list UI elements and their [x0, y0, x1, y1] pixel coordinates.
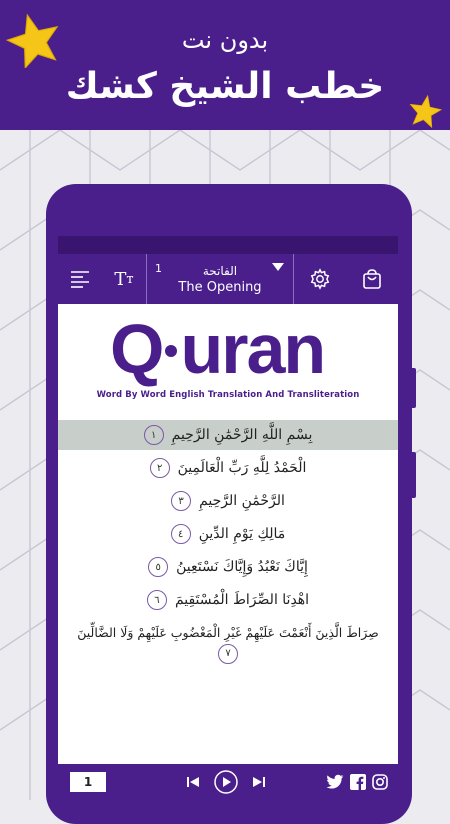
status-bar: [58, 236, 398, 254]
verse-number: ٥: [148, 557, 168, 577]
promo-banner: [0, 0, 450, 130]
verse-text: اهْدِنَا الصِّرَاطَ الْمُسْتَقِيمَ: [174, 592, 310, 608]
quran-content: [58, 304, 398, 764]
verse-row[interactable]: [58, 420, 398, 450]
verse-text: مَالِكِ يَوْمِ الدِّينِ: [198, 526, 286, 542]
verse-row[interactable]: [58, 585, 398, 615]
skip-previous-icon[interactable]: [186, 775, 200, 789]
align-left-icon[interactable]: [58, 254, 102, 304]
gear-icon[interactable]: [294, 254, 346, 304]
verse-text: الرَّحْمَٰنِ الرَّحِيمِ: [199, 493, 285, 509]
verse-text: إِيَّاكَ نَعْبُدُ وَإِيَّاكَ نَسْتَعِينُ: [176, 559, 308, 575]
playback-bar: [58, 764, 398, 800]
banner-title: خطب الشيخ كشك: [65, 66, 385, 107]
verse-row[interactable]: [58, 616, 398, 672]
verse-row[interactable]: [58, 519, 398, 549]
verse-text: بِسْمِ اللَّهِ الرَّحْمَٰنِ الرَّحِيمِ: [171, 427, 313, 443]
play-icon[interactable]: [214, 770, 238, 794]
facebook-icon[interactable]: [350, 774, 366, 790]
surah-arabic-name: الفاتحة: [202, 264, 238, 278]
verse-number: ٦: [147, 590, 167, 610]
verse-text: صِرَاطَ الَّذِينَ أَنْعَمْتَ عَلَيْهِمْ غَيْرِ الْمَغْضُوبِ عَلَيْهِمْ وَلَا الضَّالِّينَ: [77, 624, 379, 640]
social-links: [326, 774, 388, 790]
surah-selector[interactable]: [147, 254, 293, 304]
phone-side-button: [410, 452, 416, 498]
verse-text: الْحَمْدُ لِلَّهِ رَبِّ الْعَالَمِينَ: [177, 460, 307, 476]
phone-side-button: [410, 368, 416, 408]
surah-english-name: The Opening: [178, 280, 262, 295]
shopping-bag-icon[interactable]: [346, 254, 398, 304]
skip-next-icon[interactable]: [252, 775, 266, 789]
verse-row[interactable]: [58, 552, 398, 582]
verse-number: ١: [144, 425, 164, 445]
caret-down-icon: [271, 262, 285, 272]
tagline: Word By Word English Translation And Transliteration: [96, 390, 360, 400]
star-icon: [408, 94, 442, 128]
page-number-field[interactable]: 1: [70, 772, 106, 792]
quran-logo: Q uran: [110, 310, 325, 388]
instagram-icon[interactable]: [372, 774, 388, 790]
verse-number: ٣: [171, 491, 191, 511]
surah-number: 1: [155, 262, 162, 275]
verse-number: ٧: [218, 644, 238, 664]
verse-row[interactable]: [58, 486, 398, 516]
banner-subtitle: بدون نت: [181, 26, 269, 54]
reader-toolbar: [58, 254, 398, 304]
text-size-icon[interactable]: T т: [114, 268, 134, 290]
verse-number: ٢: [150, 458, 170, 478]
verse-row[interactable]: [58, 453, 398, 483]
twitter-icon[interactable]: [326, 774, 344, 790]
verse-number: ٤: [171, 524, 191, 544]
